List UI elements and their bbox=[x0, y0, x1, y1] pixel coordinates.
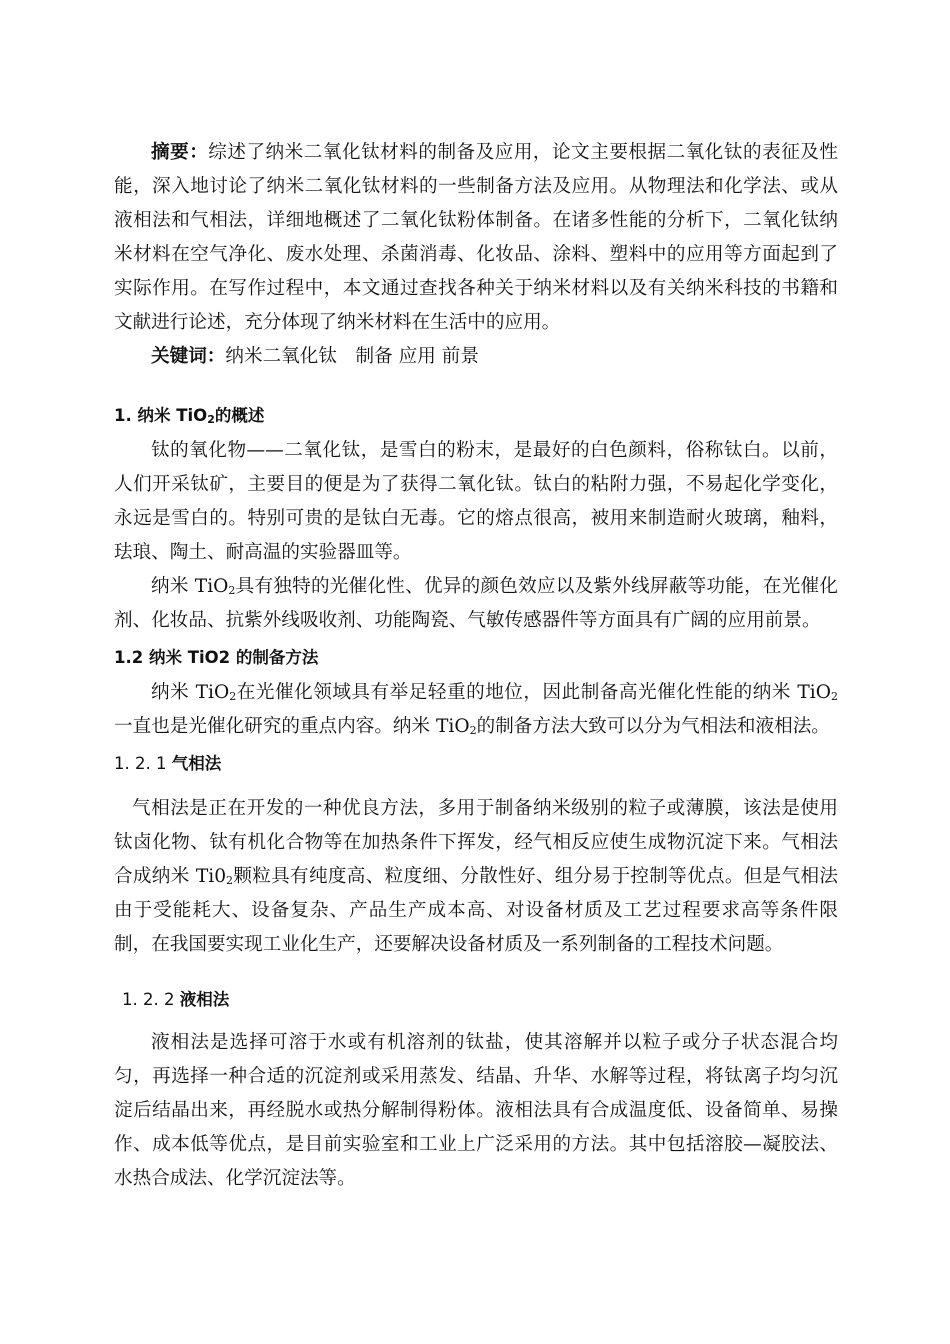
abstract-paragraph bbox=[114, 136, 838, 340]
document-page bbox=[114, 136, 838, 1196]
section-1-paragraph-2: 纳米 TiO$_2$具有独特的光催化性、优异的颜色效应以及紫外线屏蔽等功能，在光催化剂、化妆品、抗紫外线吸收剂、功能陶瓷、气敏传感器件等方面具有广阔的应用前景。 bbox=[114, 576, 838, 631]
section-1-2-1-paragraph: 气相法是正在开发的一种优良方法，多用于制备纳米级别的粒子或薄膜，该法是使用钛卤化物、钛有机化合物等在加热条件下挥发，经气相反应使生成物沉淀下来。气相法合成纳米 $Ti0_2$颗粒具有纯度高、粒度细、分散性好、组分易于控制等优点。但是气相法由于受能耗大、设备复杂、产品生产成本高、对设备材质及工艺过程要求高等条件限制，在我国要实现工业化生产，还要解决设备材质及一系列制备的工程技术问题。 bbox=[114, 798, 838, 955]
section-1-2-2-heading: 1. 2. 2 液相法 bbox=[122, 990, 230, 1009]
section-1-2-heading: 1.2 纳米 TiO2 的制备方法 bbox=[114, 648, 319, 667]
abstract-label: 摘要： bbox=[151, 142, 209, 163]
keywords-text: 纳米二氧化钛 制备 应用 前景 bbox=[225, 346, 479, 367]
section-1-2-paragraph: 纳米 TiO$_2$在光催化领域具有举足轻重的地位，因此制备高光催化性能的纳米 TiO$_2$一直也是光催化研究的重点内容。纳米 TiO$_2$的制备方法大致可以分为气相法和液相法。 bbox=[114, 682, 838, 737]
section-1-2-2-paragraph: 液相法是选择可溶于水或有机溶剂的钛盐，使其溶解并以粒子或分子状态混合均匀，再选择一种合适的沉淀剂或采用蒸发、结晶、升华、水解等过程，将钛离子均匀沉淀后结晶出来，再经脱水或热分解制得粉体。液相法具有合成温度低、设备简单、易操作、成本低等优点，是目前实验室和工业上广泛采用的方法。其中包括溶胶—凝胶法、水热合成法、化学沉淀法等。 bbox=[114, 1032, 838, 1189]
section-1-paragraph-1: 钛的氧化物——二氧化钛，是雪白的粉末，是最好的白色颜料，俗称钛白。以前，人们开采钛矿，主要目的便是为了获得二氧化钛。钛白的粘附力强，不易起化学变化，永远是雪白的。特别可贵的是钛白无毒。它的熔点很高，被用来制造耐火玻璃，釉料，珐琅、陶土、耐高温的实验器皿等。 bbox=[114, 440, 838, 563]
abstract-text: 综述了纳米二氧化钛材料的制备及应用，论文主要根据二氧化钛的表征及性能，深入地讨论了纳米二氧化钛材料的一些制备方法及应用。从物理法和化学法、或从液相法和气相法，详细地概述了二氧化钛粉体制备。在诸多性能的分析下，二氧化钛纳米材料在空气净化、废水处理、杀菌消毒、化妆品、涂料、塑料中的应用等方面起到了实际作用。在写作过程中，本文通过查找各种关于纳米材料以及有关纳米科技的书籍和文献进行论述，充分体现了纳米材料在生活中的应用。 bbox=[114, 142, 838, 333]
keywords-label: 关键词： bbox=[151, 346, 226, 367]
section-1-heading: 1. 纳米 TiO$_2$的概述 bbox=[114, 406, 265, 426]
keywords-paragraph bbox=[114, 340, 838, 374]
section-1-2-1-heading: 1. 2. 1 气相法 bbox=[114, 754, 222, 773]
